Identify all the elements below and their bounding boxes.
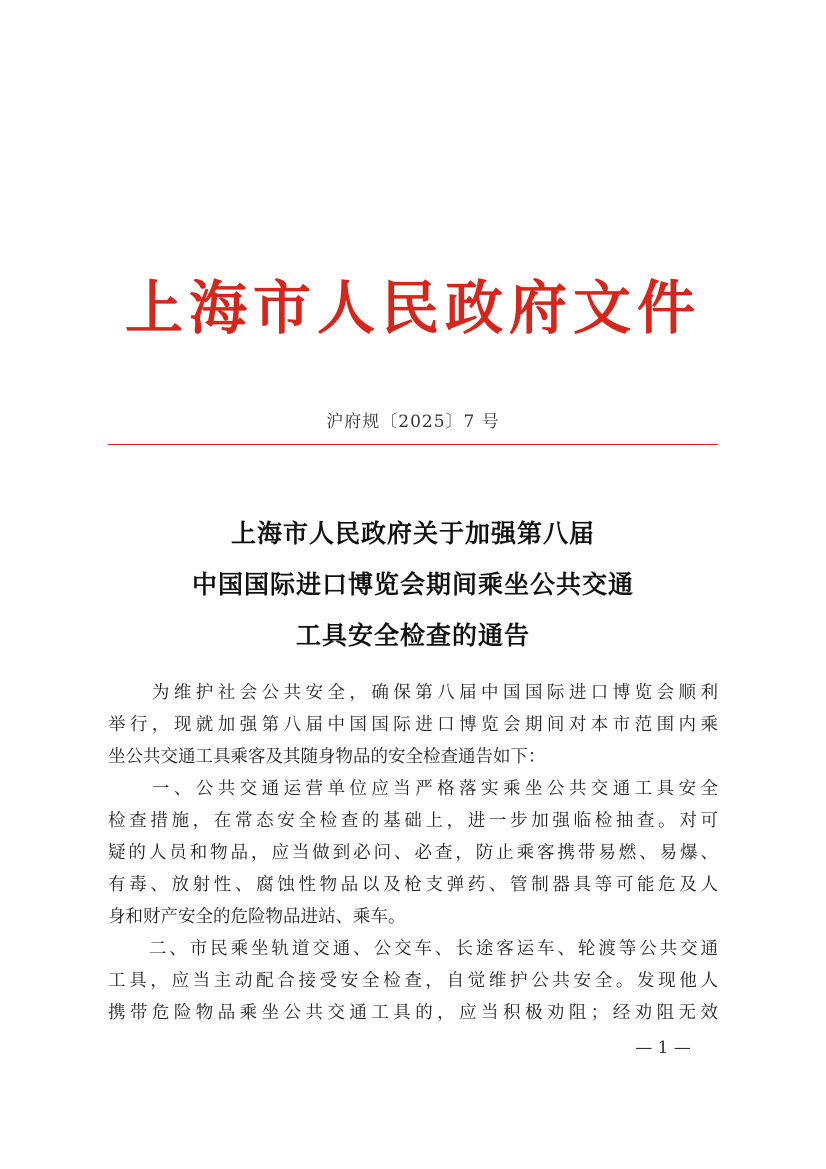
title-line: 中国国际进口博览会期间乘坐公共交通 (191, 570, 634, 599)
body-line: 有毒、放射性、腐蚀性物品以及枪支弹药、管制器具等可能危及人 (108, 875, 718, 895)
body-line: 举行，现就加强第八届中国国际进口博览会期间对本市范围内乘 (108, 715, 718, 735)
notice-title (100, 508, 726, 661)
document-header: 上海市人民政府文件 (124, 274, 701, 342)
body-line: 坐公共交通工具乘客及其随身物品的安全检查通告如下： (108, 747, 546, 767)
red-separator-line (108, 444, 718, 445)
document-number: 沪府规〔2025〕7 号 (326, 412, 500, 432)
body-line: 身和财产安全的危险物品进站、乘车。 (108, 907, 406, 927)
title-line: 上海市人民政府关于加强第八届 (230, 519, 595, 548)
page-number: — 1 — (635, 1038, 691, 1058)
body-line: 疑的人员和物品，应当做到必问、必查，防止乘客携带易燃、易爆、 (108, 843, 718, 863)
notice-body (108, 677, 718, 1029)
body-line: 携带危险物品乘坐公共交通工具的，应当积极劝阻；经劝阻无效 (108, 1003, 718, 1023)
body-line: 为维护社会公共安全，确保第八届中国国际进口博览会顺利 (108, 683, 718, 703)
body-line: 一、公共交通运营单位应当严格落实乘坐公共交通工具安全 (108, 779, 718, 799)
body-line: 二、市民乘坐轨道交通、公交车、长途客运车、轮渡等公共交通 (108, 939, 718, 959)
title-line: 工具安全检查的通告 (295, 621, 530, 650)
body-line: 检查措施，在常态安全检查的基础上，进一步加强临检抽查。对可 (108, 811, 718, 831)
body-line: 工具，应当主动配合接受安全检查，自觉维护公共安全。发现他人 (108, 971, 718, 991)
